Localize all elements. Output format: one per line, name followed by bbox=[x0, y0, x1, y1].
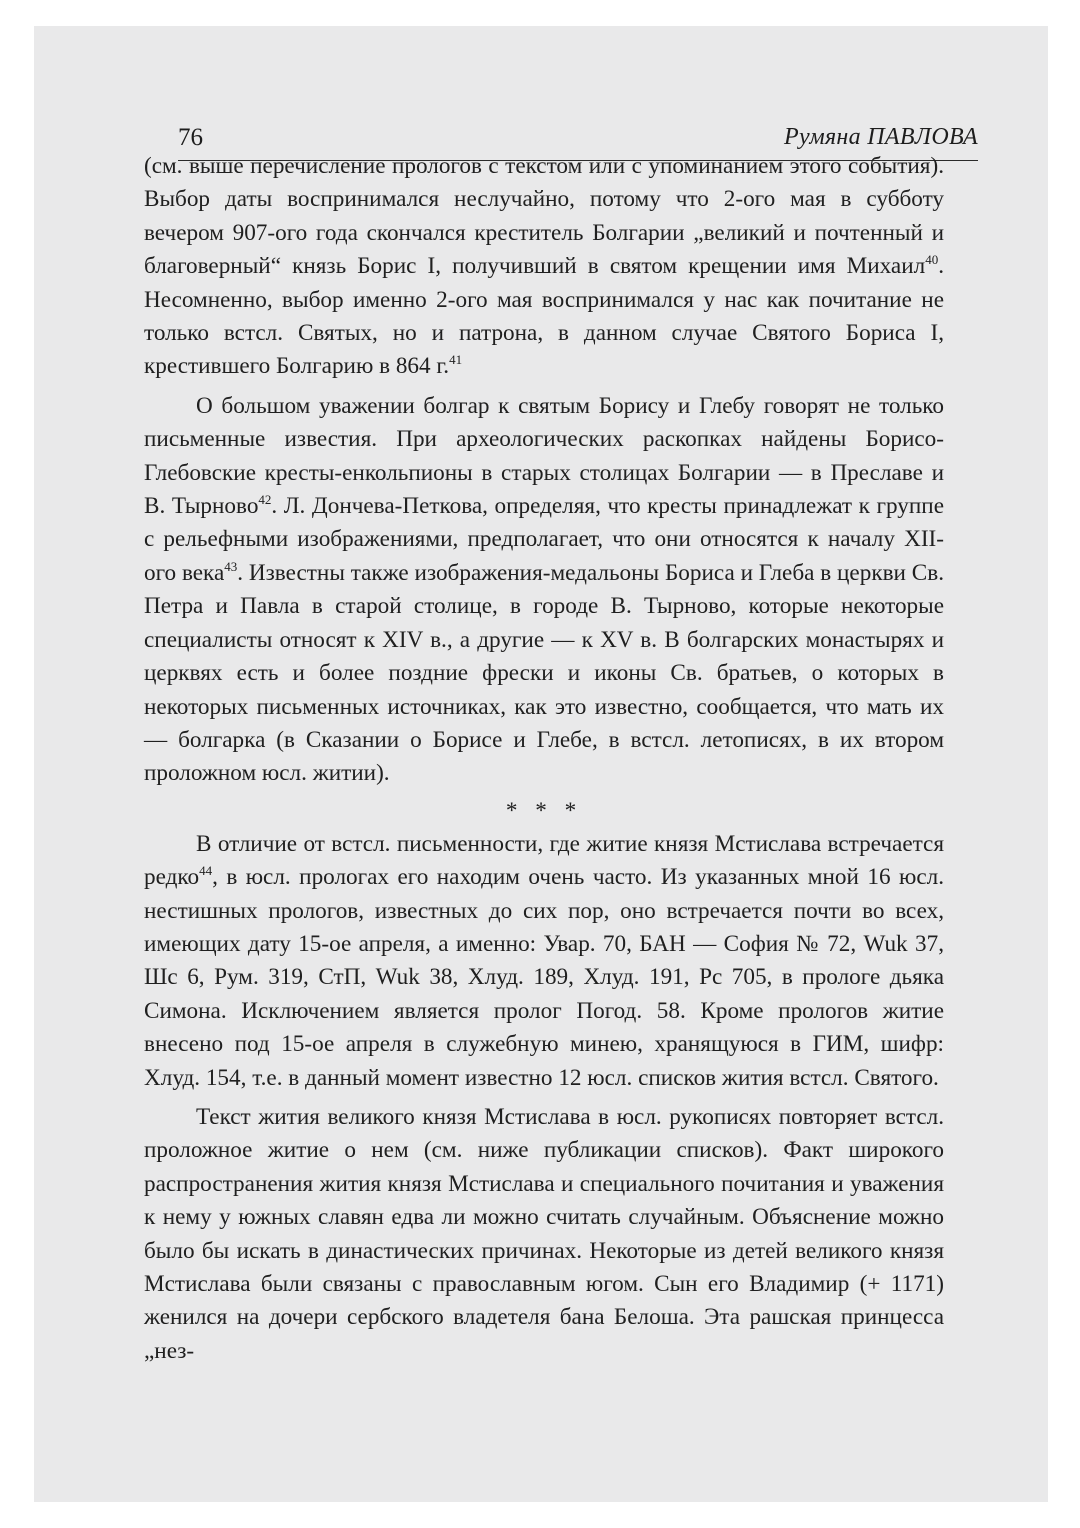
paragraph-3-text-a: В отличие от встсл. письменности, где житие князя Мстислава встречается редко bbox=[144, 830, 944, 891]
page-body bbox=[144, 150, 944, 1368]
footnote-ref-42: 42 bbox=[258, 492, 272, 508]
paragraph-4-text: Текст жития великого князя Мстислава в юсл. рукописях повторяет встсл. проложное житие о нем (см. ниже публикации списков). Факт широкого распространения жития князя Мстислава и специального почитания и уважения к нему у южных славян едва ли можно считать случайным. Объяснение можно было бы искать в династических причинах. Некоторые из детей великого князя Мстислава были связаны с православным югом. Сын его Владимир (+ 1171) женился на дочери сербского владетеля бана Белоша. Эта рашская принцесса „нез- bbox=[144, 1103, 944, 1364]
paragraph-2 bbox=[144, 390, 944, 791]
paragraph-1-text-a: (см. выше перечисление прологов с текстом или с упоминанием этого события). Выбор даты воспринимался неслучайно, потому что 2-ого мая в субботу вечером 907-ого года скончался креститель Болгарии „великий и почтенный и благоверный“ князь Борис I, получивший в святом крещении имя Михаил bbox=[144, 153, 944, 280]
paragraph-2-text-b: . Л. Дончева-Петкова, определяя, что кресты принадлежат к группе с рельефными изображениями, предполагает, что они относятся к началу XII-ого века bbox=[144, 493, 944, 586]
paragraph-1-text-b: . Несомненно, выбор именно 2-ого мая воспринимался у нас как почитание не только встсл. Святых, но и патрона, в данном случае Святого Бориса I, крестившего Болгарию в 864 г. bbox=[144, 253, 944, 380]
page-number: 76 bbox=[178, 124, 203, 151]
paragraph-2-text-a: О большом уважении болгар к святым Борису и Глебу говорят не только письменные известия. При археологических раскопках найдены Борисо-Глебовские кресты-енкольпионы в старых столицах Болгарии — в Преславе и В. Тырново bbox=[144, 392, 944, 520]
paragraph-3 bbox=[144, 828, 944, 1095]
section-separator: * * * bbox=[505, 797, 583, 824]
footnote-ref-44: 44 bbox=[199, 863, 213, 879]
footnote-ref-41: 41 bbox=[449, 352, 463, 368]
footnote-ref-43: 43 bbox=[224, 558, 238, 574]
paragraph-3-text-b: , в юсл. прологах его находим очень часто. Из указанных мной 16 юсл. нестишных прологов, известных до сих пор, оно встречается почти во всех, имеющих дату 15-ое апреля, а именно: Увар. 70, БАН — София № 72, Wuk 37, Шс 6, Рум. 319, СтП, Wuk 38, Хлуд. 189, Хлуд. 191, Рс 705, в прологе дьяка Симона. Исключением является пролог Погод. 58. Кроме прологов житие внесено под 15-ое апреля в служебную минею, хранящуюся в ГИМ, шифр: Хлуд. 154, т.е. в данный момент известно 12 юсл. списков жития встсл. Святого. bbox=[144, 864, 944, 1091]
paragraph-1 bbox=[144, 150, 944, 384]
paragraph-2-text-c: . Известны также изображения-медальоны Бориса и Глеба в церкви Св. Петра и Павла в старой столице, в городе В. Тырново, которые некоторые специалисты относят к XIV в., а другие — к XV в. В болгарских монастырях и церквях есть и более поздние фрески и иконы Св. братьев, о которых в некоторых письменных источниках, как это известно, сообщается, что мать их — болгарка (в Сказании о Борисе и Глебе, в встсл. летописях, в их втором проложном юсл. житии). bbox=[144, 559, 944, 787]
paragraph-4 bbox=[144, 1101, 944, 1368]
running-head-author: Румяна ПАВЛОВА bbox=[784, 124, 978, 150]
footnote-ref-40: 40 bbox=[925, 252, 939, 268]
